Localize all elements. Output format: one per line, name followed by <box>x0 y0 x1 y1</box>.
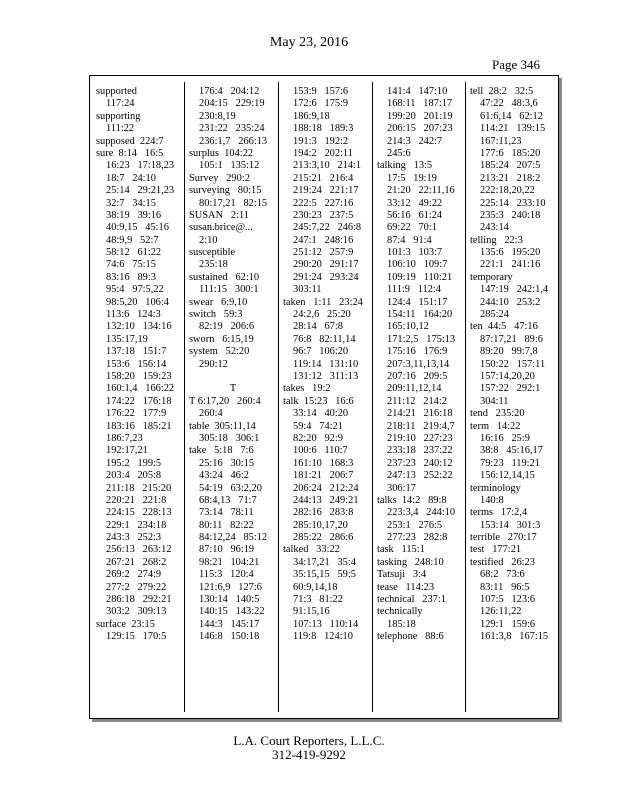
index-reference: 111:15 300:1 <box>199 284 259 296</box>
index-term: sure 8:14 16:5 <box>96 147 164 159</box>
index-reference: 161:10 168:3 <box>293 457 354 469</box>
index-reference: 119:14 131:10 <box>293 358 359 370</box>
footer-company: L.A. Court Reporters, L.L.C. <box>233 733 385 748</box>
index-reference: 207:3,11,13,14 <box>387 358 450 370</box>
index-term: telephone 88:6 <box>377 631 444 643</box>
index-term: SUSAN 2:11 <box>189 209 249 221</box>
index-reference: 165:10,12 <box>387 321 429 333</box>
index-reference: 80:17,21 82:15 <box>199 197 268 209</box>
index-reference: 157:14,20,20 <box>480 370 535 382</box>
index-reference: 253:1 276:5 <box>387 519 443 531</box>
index-reference: 98:5,20 106:4 <box>106 296 169 308</box>
index-reference: 206:15 207:23 <box>387 123 453 135</box>
index-reference: 80:11 82:22 <box>199 519 254 531</box>
index-term: terms 17:2,4 <box>470 507 528 519</box>
index-reference: 83:16 89:3 <box>106 271 156 283</box>
index-reference: 183:16 185:21 <box>106 420 172 432</box>
index-reference: 203:4 205:8 <box>106 470 162 482</box>
index-reference: 146:8 150:18 <box>199 631 260 643</box>
index-term: surplus 104:22 <box>189 147 254 159</box>
index-term: susan.brice@... <box>189 222 253 234</box>
index-reference: 214:21 216:18 <box>387 408 453 420</box>
index-reference: 105:1 135:12 <box>199 160 260 172</box>
index-reference: 245:6 <box>387 147 411 159</box>
index-reference: 140:8 <box>480 494 504 506</box>
index-reference: 60:9,14,18 <box>293 581 338 593</box>
index-reference: 132:10 134:16 <box>106 321 172 333</box>
index-reference: 230:8,19 <box>199 110 236 122</box>
index-reference: 186:9,18 <box>293 110 330 122</box>
index-reference: 100:6 110:7 <box>293 445 348 457</box>
index-reference: 222:18,20,22 <box>480 185 535 197</box>
index-reference: 147:19 242:1,4 <box>480 284 549 296</box>
index-term: switch 59:3 <box>189 309 243 321</box>
index-reference: 243:14 <box>480 222 509 234</box>
index-reference: 89:20 99:7,8 <box>480 346 538 358</box>
index-term: table 305:11,14 <box>189 420 256 432</box>
index-term: system 52:20 <box>189 346 250 358</box>
index-reference: 303:11 <box>293 284 322 296</box>
index-reference: 174:22 176:18 <box>106 395 172 407</box>
index-reference: 225:14 233:10 <box>480 197 546 209</box>
index-reference: 181:21 206:7 <box>293 470 354 482</box>
index-reference: 73:14 78:11 <box>199 507 254 519</box>
index-reference: 199:20 201:19 <box>387 110 453 122</box>
index-reference: 38:19 39:16 <box>106 209 162 221</box>
index-reference: 306:17 <box>387 482 416 494</box>
index-reference: 32:7 34:15 <box>106 197 156 209</box>
index-reference: 222:5 227:16 <box>293 197 354 209</box>
index-reference: 185:18 <box>387 618 416 630</box>
index-reference: 291:24 293:24 <box>293 271 359 283</box>
index-reference: 260:4 <box>199 408 223 420</box>
index-reference: 131:12 311:13 <box>293 370 359 382</box>
index-reference: 47:22 48:3,6 <box>480 98 538 110</box>
section-letter: T <box>229 383 237 395</box>
index-reference: 101:3 103:7 <box>387 247 443 259</box>
index-reference: 111:22 <box>106 123 135 135</box>
index-reference: 277:23 282:8 <box>387 532 448 544</box>
index-reference: 137:18 151:7 <box>106 346 167 358</box>
index-reference: 237:23 240:12 <box>387 457 453 469</box>
index-reference: 153:6 156:14 <box>106 358 167 370</box>
index-reference: 277:2 279:22 <box>106 581 167 593</box>
index-reference: 231:22 235:24 <box>199 123 265 135</box>
index-term: tease 114:23 <box>377 581 435 593</box>
index-term: supposed 224:7 <box>96 135 164 147</box>
index-reference: 285:24 <box>480 309 509 321</box>
index-reference: 2:10 <box>199 234 218 246</box>
index-reference: 247:13 252:22 <box>387 470 453 482</box>
index-column-4 <box>377 86 465 712</box>
index-term: ten 44:5 47:16 <box>470 321 538 333</box>
index-term: talking 13:5 <box>377 160 433 172</box>
index-reference: 113:6 124:3 <box>106 309 161 321</box>
index-reference: 114:21 139:15 <box>480 123 546 135</box>
index-reference: 87:10 96:19 <box>199 544 255 556</box>
index-reference: 244:13 249:21 <box>293 494 359 506</box>
index-reference: 194:2 202:11 <box>293 147 353 159</box>
index-reference: 209:11,12,14 <box>387 383 442 395</box>
index-reference: 303:2 309:13 <box>106 606 167 618</box>
index-reference: 82:20 92:9 <box>293 432 343 444</box>
index-reference: 177:6 185:20 <box>480 147 541 159</box>
index-term: supported <box>96 86 137 97</box>
index-reference: 59:4 74:21 <box>293 420 343 432</box>
index-term: task 115:1 <box>377 544 425 556</box>
index-reference: 195:2 199:5 <box>106 457 162 469</box>
index-reference: 135:6 195:20 <box>480 247 541 259</box>
index-reference: 229:1 234:18 <box>106 519 167 531</box>
index-reference: 54:19 63:2,20 <box>199 482 262 494</box>
index-reference: 243:3 252:3 <box>106 532 162 544</box>
index-reference: 38:8 45:16,17 <box>480 445 543 457</box>
index-reference: 61:6,14 62:12 <box>480 110 543 122</box>
index-reference: 235:3 240:18 <box>480 209 541 221</box>
index-reference: 25:16 30:15 <box>199 457 255 469</box>
index-term: testified 26:23 <box>470 556 535 568</box>
index-reference: 218:11 219:4,7 <box>387 420 455 432</box>
index-reference: 74:6 75:15 <box>106 259 156 271</box>
index-reference: 98:21 104:21 <box>199 556 260 568</box>
index-term: test 177:21 <box>470 544 522 556</box>
footer-phone: 312-419-9292 <box>272 747 346 762</box>
index-term: surface 23:15 <box>96 618 155 630</box>
index-reference: 48:9,9 52:7 <box>106 234 159 246</box>
index-reference: 157:22 292:1 <box>480 383 541 395</box>
index-reference: 161:3,8 167:15 <box>480 631 549 643</box>
index-reference: 115:3 120:4 <box>199 569 254 581</box>
index-term: talk 15:23 16:6 <box>283 395 354 407</box>
index-reference: 58:12 61:22 <box>106 247 162 259</box>
index-reference: 106:10 109:7 <box>387 259 448 271</box>
index-reference: 305:18 306:1 <box>199 432 260 444</box>
index-reference: 215:21 216:4 <box>293 172 354 184</box>
index-reference: 171:2,5 175:13 <box>387 333 456 345</box>
index-reference: 96:7 106:20 <box>293 346 349 358</box>
index-reference: 286:18 292:21 <box>106 594 172 606</box>
index-reference: 213:21 218:2 <box>480 172 541 184</box>
index-reference: 214:3 242:7 <box>387 135 443 147</box>
index-term: tend 235:20 <box>470 408 525 420</box>
index-reference: 269:2 274:9 <box>106 569 162 581</box>
index-reference: 206:24 212:24 <box>293 482 359 494</box>
index-term: Tatsuji 3:4 <box>377 569 427 581</box>
index-reference: 188:18 189:3 <box>293 123 354 135</box>
index-frame <box>89 75 559 719</box>
index-reference: 82:19 206:6 <box>199 321 255 333</box>
index-reference: 87:17,21 89:6 <box>480 333 543 345</box>
index-term: talks 14:2 89:8 <box>377 494 447 506</box>
index-reference: 33:12 49:22 <box>387 197 443 209</box>
index-reference: 267:21 268:2 <box>106 556 167 568</box>
page-date: May 23, 2016 <box>269 35 349 50</box>
index-reference: 109:19 110:21 <box>387 271 453 283</box>
index-reference: 285:22 286:6 <box>293 532 354 544</box>
index-reference: 124:4 151:17 <box>387 296 448 308</box>
index-term: talked 33:22 <box>283 544 340 556</box>
index-term: term 14:22 <box>470 420 521 432</box>
index-term: supporting <box>96 110 141 122</box>
index-term: sustained 62:10 <box>189 271 260 283</box>
index-term: tasking 248:10 <box>377 556 444 568</box>
index-reference: 150:22 157:11 <box>480 358 546 370</box>
index-reference: 167:11,23 <box>480 135 522 147</box>
index-reference: 219:24 221:17 <box>293 185 359 197</box>
index-reference: 129:1 159:6 <box>480 618 536 630</box>
index-reference: 192:17,21 <box>106 445 148 457</box>
index-reference: 175:16 176:9 <box>387 346 448 358</box>
index-reference: 235:18 <box>199 259 228 271</box>
index-reference: 176:22 177:9 <box>106 408 167 420</box>
index-reference: 144:3 145:17 <box>199 618 260 630</box>
index-reference: 172:6 175:9 <box>293 98 349 110</box>
index-reference: 121:6,9 127:6 <box>199 581 262 593</box>
index-reference: 17:5 19:19 <box>387 172 437 184</box>
index-term: swear 6:9,10 <box>189 296 248 308</box>
index-reference: 219:10 227:23 <box>387 432 453 444</box>
index-reference: 211:18 215:20 <box>106 482 172 494</box>
index-reference: 95:4 97:5,22 <box>106 284 164 296</box>
index-reference: 233:18 237:22 <box>387 445 453 457</box>
index-reference: 135:17,19 <box>106 333 148 345</box>
index-term: terrible 270:17 <box>470 532 537 544</box>
index-reference: 35:15,15 59:5 <box>293 569 356 581</box>
index-reference: 18:7 24:10 <box>106 172 156 184</box>
index-reference: 236:1,7 266:13 <box>199 135 268 147</box>
index-reference: 220:21 221:8 <box>106 494 167 506</box>
index-term: technical 237:1 <box>377 594 446 606</box>
index-term: susceptible <box>189 247 236 259</box>
index-reference: 221:1 241:16 <box>480 259 541 271</box>
index-reference: 16:23 17:18,23 <box>106 160 175 172</box>
index-reference: 204:15 229:19 <box>199 98 265 110</box>
index-reference: 33:14 40:20 <box>293 408 349 420</box>
index-reference: 21:20 22:11,16 <box>387 185 455 197</box>
index-reference: 76:8 82:11,14 <box>293 333 356 345</box>
index-term: tell 28:2 32:5 <box>470 86 534 97</box>
index-reference: 43:24 46:2 <box>199 470 249 482</box>
index-reference: 168:11 187:17 <box>387 98 453 110</box>
index-reference: 91:15,16 <box>293 606 330 618</box>
index-reference: 16:16 25:9 <box>480 432 530 444</box>
index-reference: 24:2,6 25:20 <box>293 309 351 321</box>
index-reference: 158:20 159:23 <box>106 370 172 382</box>
index-reference: 154:11 164:20 <box>387 309 453 321</box>
index-reference: 160:1,4 166:22 <box>106 383 175 395</box>
index-reference: 213:3,10 214:1 <box>293 160 362 172</box>
index-reference: 28:14 67:8 <box>293 321 343 333</box>
index-reference: 304:11 <box>480 395 509 407</box>
index-reference: 34:17,21 35:4 <box>293 556 356 568</box>
index-column-2 <box>189 86 277 712</box>
index-reference: 245:7,22 246:8 <box>293 222 362 234</box>
page-number: Page 346 <box>492 57 541 72</box>
index-reference: 244:10 253:2 <box>480 296 541 308</box>
index-term: takes 19:2 <box>283 383 331 395</box>
index-term: temporary <box>470 271 513 283</box>
index-term <box>189 371 277 383</box>
index-column-5 <box>470 86 558 712</box>
index-reference: 141:4 147:10 <box>387 86 448 97</box>
index-reference: 107:5 123:6 <box>480 594 536 606</box>
index-reference: 68:2 73:6 <box>480 569 525 581</box>
index-term: surveying 80:15 <box>189 185 262 197</box>
index-reference: 107:13 110:14 <box>293 618 359 630</box>
index-reference: 153:9 157:6 <box>293 86 349 97</box>
index-reference: 130:14 140:5 <box>199 594 260 606</box>
index-reference: 282:16 283:8 <box>293 507 354 519</box>
index-column-1 <box>96 86 184 712</box>
index-reference: 84:12,24 85:12 <box>199 532 268 544</box>
index-reference: 140:15 143:22 <box>199 606 265 618</box>
index-term: taken 1:11 23:24 <box>283 296 363 308</box>
index-reference: 129:15 170:5 <box>106 631 167 643</box>
index-reference: 207:16 209:5 <box>387 370 448 382</box>
index-reference: 126:11,22 <box>480 606 522 618</box>
index-term: take 5:18 7:6 <box>189 445 254 457</box>
index-reference: 185:24 207:5 <box>480 160 541 172</box>
index-reference: 224:15 228:13 <box>106 507 172 519</box>
index-reference: 191:3 192:2 <box>293 135 349 147</box>
index-reference: 186:7,23 <box>106 432 143 444</box>
index-term: telling 22:3 <box>470 234 523 246</box>
index-reference: 256:13 263:12 <box>106 544 172 556</box>
index-reference: 68:4,13 71:7 <box>199 494 257 506</box>
index-reference: 247:1 248:16 <box>293 234 354 246</box>
index-reference: 87:4 91:4 <box>387 234 432 246</box>
index-term: T 6:17,20 260:4 <box>189 395 261 407</box>
index-term: technically <box>377 606 423 618</box>
index-reference: 69:22 70:1 <box>387 222 437 234</box>
index-reference: 79:23 119:21 <box>480 457 540 469</box>
index-reference: 285:10,17,20 <box>293 519 348 531</box>
index-term: terminology <box>470 482 521 494</box>
index-column-3 <box>283 86 371 712</box>
index-reference: 25:14 29:21,23 <box>106 185 175 197</box>
index-term: Survey 290:2 <box>189 172 250 184</box>
index-reference: 153:14 301:3 <box>480 519 541 531</box>
index-reference: 176:4 204:12 <box>199 86 260 97</box>
index-reference: 56:16 61:24 <box>387 209 443 221</box>
index-reference: 111:9 112:4 <box>387 284 441 296</box>
index-term: sworn 6:15,19 <box>189 333 254 345</box>
index-reference: 290:20 291:17 <box>293 259 359 271</box>
index-reference: 230:23 237:5 <box>293 209 354 221</box>
index-reference: 290:12 <box>199 358 228 370</box>
index-reference: 40:9,15 45:16 <box>106 222 169 234</box>
index-reference: 251:12 257:9 <box>293 247 354 259</box>
index-reference: 117:24 <box>106 98 135 110</box>
index-reference: 83:11 96:5 <box>480 581 530 593</box>
index-reference: 119:8 124:10 <box>293 631 353 643</box>
index-reference: 211:12 214:2 <box>387 395 447 407</box>
index-reference: 71:3 81:22 <box>293 594 343 606</box>
index-reference: 223:3,4 244:10 <box>387 507 456 519</box>
index-reference: 156:12,14,15 <box>480 470 535 482</box>
